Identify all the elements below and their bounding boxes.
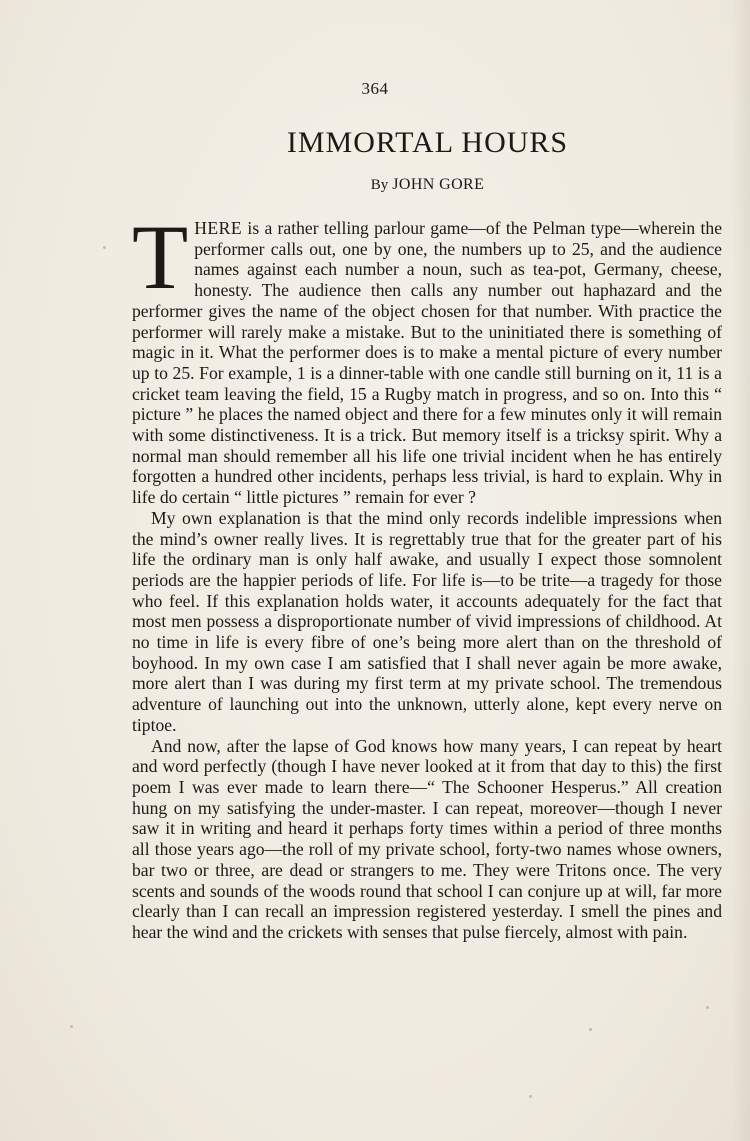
paper-speck	[589, 1028, 592, 1031]
paragraph-3: And now, after the lapse of God knows how many years, I can repeat by heart and word perfectly (though I have never looked at it from that day to this) the first poem I was ever made to learn there—“ The Schooner Hesperus.” All creation hung on my satisfying the under-master. I can repeat, moreover—though I never saw it in writing and heard it perhaps forty times within a period of three months all those years ago—the roll of my private school, forty-two names whose owners, bar two or three, are dead or strangers to me. They were Tritons once. The very scents and sounds of the woods round that school I can conjure up at will, far more clearly than I can recall an impression registered yesterday. I smell the pines and hear the wind and the crickets with senses that pulse fiercely, almost with pain.	[132, 735, 722, 942]
paper-speck	[70, 1025, 73, 1028]
paragraph-1-text: is a rather telling parlour game—of the Pelman type—wherein the performer calls out, one by one, the numbers up to 25, and the audience names against each number a noun, such as tea-pot, Germany, cheese, honesty. The audience then calls any number out haphazard and the performer gives the name of the object chosen for that number. With practice the performer will rarely make a mistake. But to the uninitiated there is something of magic in it. What the performer does is to make a mental picture of every number up to 25. For example, 1 is a dinner-table with one candle still burning on it, 11 is a cricket team leaving the field, 15 a Rugby match in progress, and so on. Into this “ picture ” he places the named object and there for a few minutes only it will remain with some distinctiveness. It is a trick. But memory itself is a tricksy spirit. Why a normal man should remember all his life one trivial incident when he has entirely forgotten a hundred other incidents, perhaps less trivial, is hard to explain. Why in life do certain “ little pictures ” remain for ever ?	[132, 218, 722, 508]
article-title: IMMORTAL HOURS	[286, 126, 569, 159]
paper-speck	[706, 1006, 709, 1009]
byline	[0, 176, 750, 194]
paper-speck	[529, 1095, 532, 1098]
drop-cap: T	[132, 206, 189, 308]
paper-speck	[103, 246, 106, 249]
author-name: JOHN GORE	[392, 176, 485, 193]
paragraph-2: My own explanation is that the mind only records indelible impressions when the mind’s owner really lives. It is regrettably true that for the greater part of his life the ordinary man is only half awake, and usually I expect those somnolent periods are the happier periods of life. For life is—to be trite—a tragedy for those who feel. If this explanation holds water, it accounts adequately for the fact that most men possess a disproportionate number of vivid impressions of childhood. At no time in life is every fibre of one’s being more alert than on the threshold of boyhood. In my own case I am satisfied that I shall never again be more awake, more alert than I was during my first term at my private school. The tremendous adventure of launching out into the unknown, utterly alone, kept every nerve on tiptoe.	[132, 507, 722, 735]
paragraph-1	[132, 206, 722, 508]
page-edge-shadow	[732, 0, 750, 1141]
byline-prefix: By	[370, 177, 389, 193]
first-word-smallcaps: HERE	[194, 218, 243, 238]
page-number: 364	[361, 79, 389, 98]
article-body	[132, 206, 722, 943]
